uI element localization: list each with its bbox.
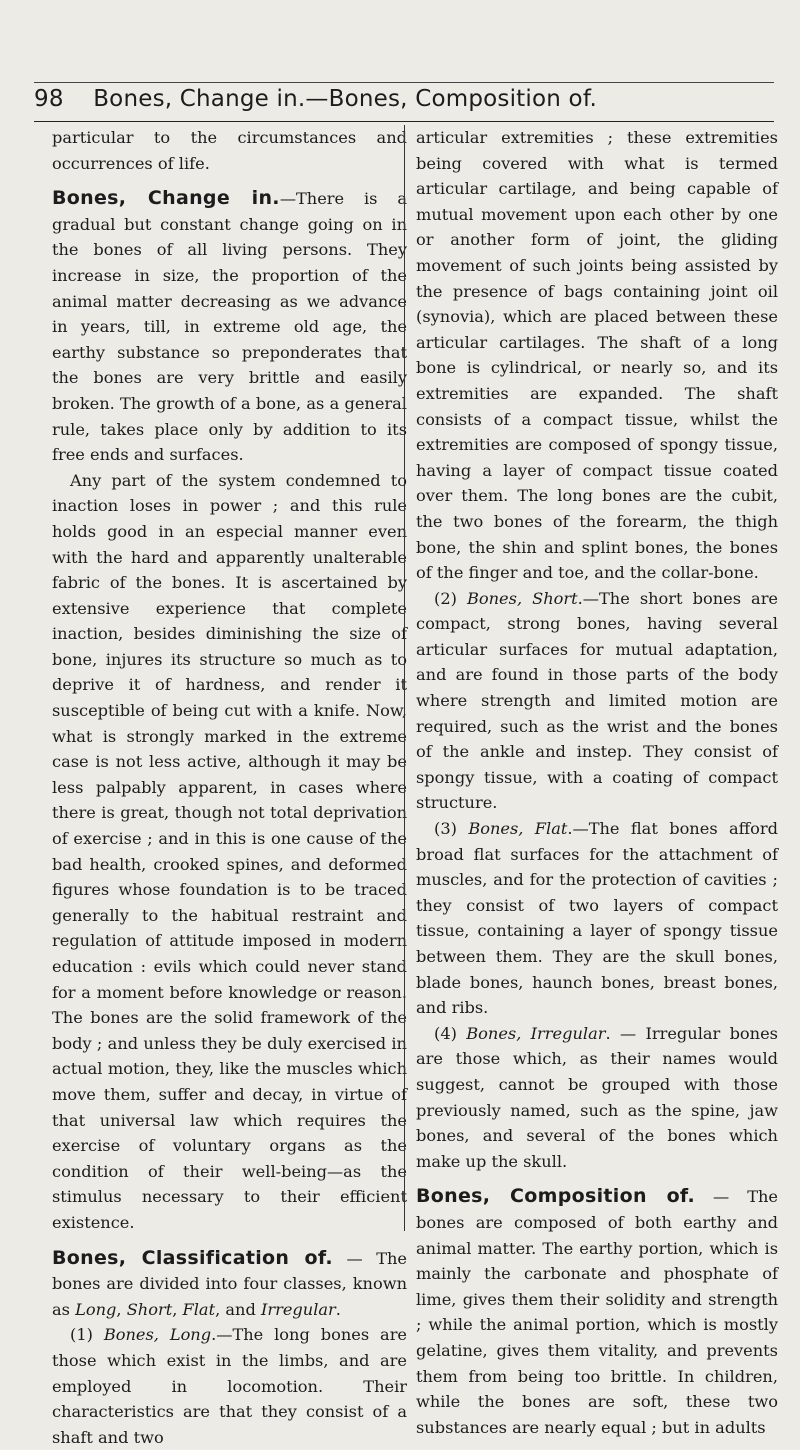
header-rule [34,121,774,122]
right-column [416,125,778,1440]
entry-change [52,186,407,468]
entry-heading-composition: Bones, Composition of. [416,1185,695,1208]
left-column [52,125,407,1450]
subentry-flat [416,816,778,1021]
class-short: Short [126,1299,173,1319]
entry-heading-classification: Bones, Classification of. [52,1246,333,1269]
subentry-short [416,586,778,816]
running-head: Bones, Change in.—Bones, Composition of. [93,86,597,112]
continued-paragraph: particular to the circumstances and occurrences of life. [52,128,407,173]
subentry-number: (3) [434,819,469,839]
subentry-number: (4) [434,1023,467,1043]
separator: , [172,1299,183,1319]
entry-text: —There is a gradual but constant change going on in the bones of all living persons. They increase in size, the proportion of the animal matter decreasing as we advance in years, till, in extreme old age, the earthy substance so preponderates that the bones are very brittle and easily broken. The growth of a bone, as a general rule, takes place only by addition to its free ends and surfaces. [52,189,407,465]
top-rule [34,82,774,83]
class-long: Long [75,1299,117,1319]
subentry-text: .—The short bones are compact, strong bones, having several articular surfaces for mutual adaptation, and are found in those parts of the body where strength and limited motion are required, such as the wrist and the bones of the ankle and instep. They consist of spongy tissue, with a coating of compact structure. [416,588,779,813]
subentry-label-short: Bones, Short [466,588,578,608]
class-flat: Flat [182,1299,216,1319]
subentry-label-irregular: Bones, Irregular [466,1023,606,1043]
subentry-label-long: Bones, Long [103,1325,212,1345]
continued-paragraph: articular extremities ; these extremities being covered with what is termed articular cartilage, and being capable of mutual movement upon each other by one or another form of joint, the gliding movement of such joints being assisted by the presence of bags containing joint oil (synovia), which are placed between these articular cartilages. The shaft of a long bone is cylindrical, or nearly so, and its extremities are expanded. The shaft consists of a compact tissue, whilst the extremities are composed of spongy tissue, having a layer of compact tissue coated over them. The long bones are the cubit, the two bones of the forearm, the thigh bone, the shin and splint bones, the bones of the finger and toe, and the collar-bone. [416,128,778,583]
separator: , and [215,1299,261,1319]
entry-composition [416,1184,778,1440]
subentry-number: (2) [434,588,467,608]
subentry-number: (1) [70,1325,104,1345]
subentry-text: . — Irregular bones are those which, as their names would suggest, cannot be grouped with those previously named, such as the spine, jaw bones, and several of the bones which make up the skull. [416,1023,778,1171]
subentry-text: .—The long bones are those which exist in the limbs, and are employed in locomotion. Their characteristics are that they consist of a shaft and two [52,1325,408,1447]
entry-text: — The bones are composed of both earthy and animal matter. The earthy portion, which is mainly the carbonate and phosphate of lime, gives them their solidity and strength ; while the animal portion, which is mostly gelatine, gives them vitality, and prevents them from being too brittle. In children, while the bones are soft, these two substances are nearly equal ; but in adults [416,1187,778,1437]
paragraph: Any part of the system condemned to inaction loses in power ; and this rule holds good in an especial manner even with the hard and apparently unalterable fabric of the bones. It is ascertained by extensive experience that complete inaction, besides diminishing the size of bone, injures its structure so much as to deprive it of hardness, and render it susceptible of being cut with a knife. Now, what is strongly marked in the extreme case is not less active, although it may be less palpably apparent, in cases where there is great, though not total deprivation of exercise ; and in this is one cause of the bad health, crooked spines, and deformed figures whose foundation is to be traced generally to the habitual restraint and regulation of attitude imposed in modern education : evils which could never stand for a moment before knowledge or reason. The bones are the solid framework of the body ; and unless they be duly exercised in actual motion, they, like the muscles which move them, suffer and decay, in virtue of that universal law which requires the exercise of voluntary organs as the condition of their well-being—as the stimulus necessary to their efficient existence. [52,470,407,1232]
entry-classification [52,1246,407,1323]
class-irregular: Irregular [260,1299,336,1319]
separator: . [335,1299,341,1319]
page-header [34,86,774,112]
subentry-text: .—The flat bones afford broad flat surfaces for the attachment of muscles, and for the protection of cavities ; they consist of two layers of compact tissue, containing a layer of spongy tissue between them. They are the skull bones, blade bones, haunch bones, breast bones, and ribs. [416,819,778,1018]
subentry-label-flat: Bones, Flat [468,819,568,839]
entry-heading-change: Bones, Change in. [52,187,280,210]
subentry-long [52,1322,407,1450]
entry-text: — The bones are divided into four classes, known as [52,1248,407,1319]
subentry-irregular [416,1021,778,1175]
page-number: 98 [34,86,64,112]
separator: , [116,1299,127,1319]
column-divider [404,125,405,1231]
